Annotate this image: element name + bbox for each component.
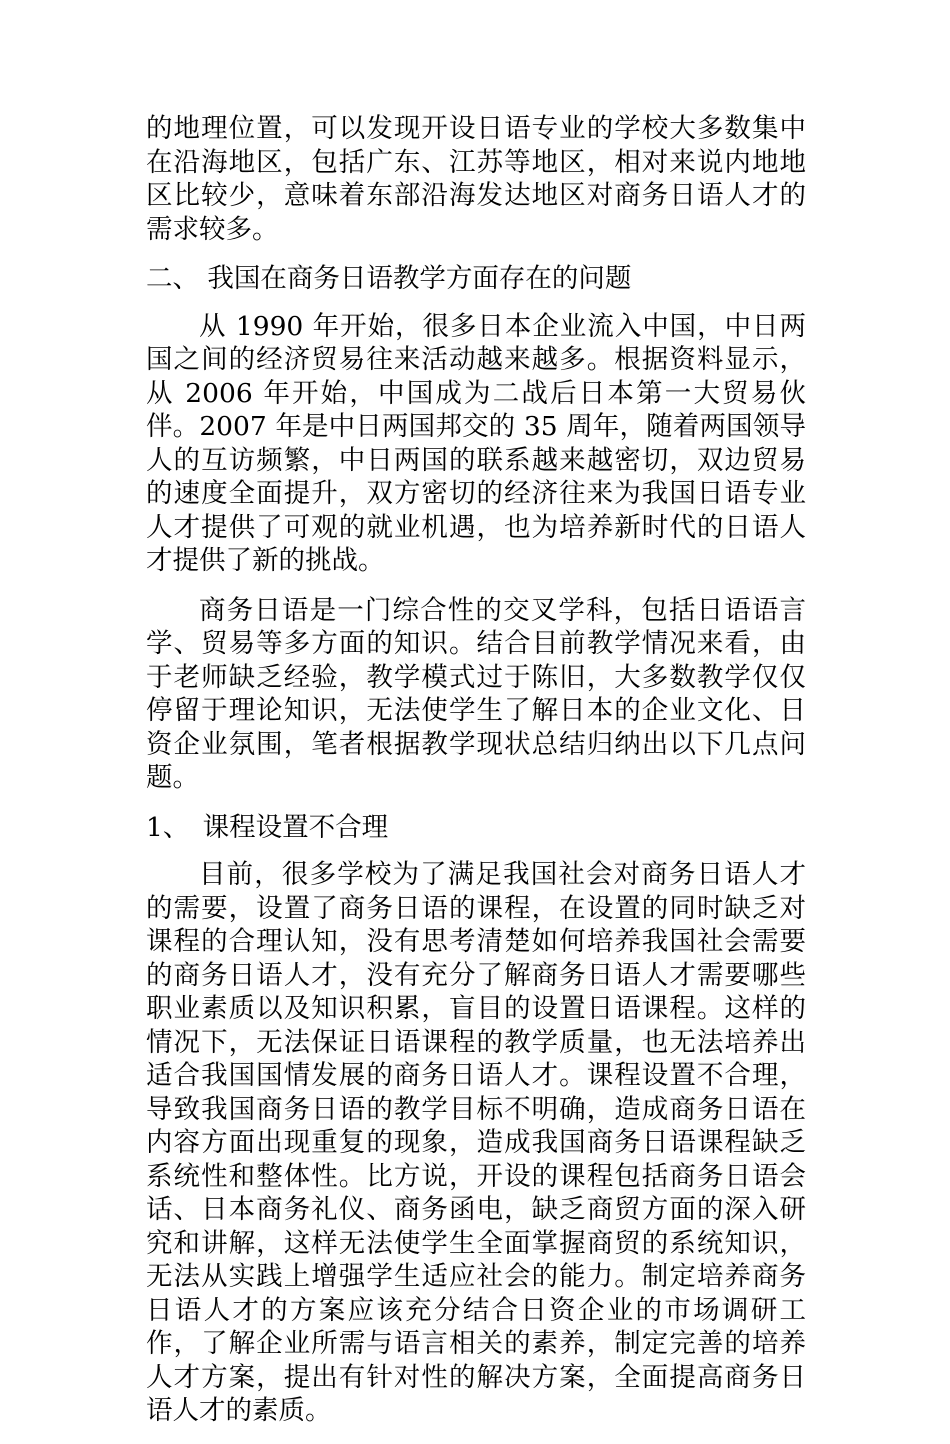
section-heading: 二、 我国在商务日语教学方面存在的问题 [146, 263, 632, 294]
paragraph-curriculum: 目前，很多学校为了满足我国社会对商务日语人才的需要，设置了商务日语的课程，在设置的同时缺乏对课程的合理认知，没有思考清楚如何培养我国社会需要的商务日语人才，没有充分了解商务日语人才需要哪些职业素质以及知识积累，盲目的设置日语课程。这样的情况下，无法保证日语课程的教学质量，也无法培养出适合我国国情发展的商务日语人才。课程设置不合理，导致我国商务日语的教学目标不明确，造成商务日语在内容方面出现重复的现象，造成我国商务日语课程缺乏系统性和整体性。比方说，开设的课程包括商务日语会话、日本商务礼仪、商务函电，缺乏商贸方面的深入研究和讲解，这样无法使学生全面掌握商贸的系统知识，无法从实践上增强学生适应社会的能力。制定培养商务日语人才的方案应该充分结合日资企业的市场调研工作，了解企业所需与语言相关的素养，制定完善的培养人才方案，提出有针对性的解决方案，全面提高商务日语人才的素质。 [146, 859, 806, 1426]
document-body [146, 112, 806, 1444]
paragraph-continuation: 的地理位置，可以发现开设日语专业的学校大多数集中在沿海地区，包括广东、江苏等地区，相对来说内地地区比较少，意味着东部沿海发达地区对商务日语人才的需求较多。 [146, 113, 806, 245]
paragraph-trade-history: 从 1990 年开始，很多日本企业流入中国，中日两国之间的经济贸易往来活动越来越多。根据资料显示，从 2006 年开始，中国成为二战后日本第一大贸易伙伴。2007 年是中日两国邦交的 35 周年，随着两国领导人的互访频繁，中日两国的联系越来越密切，双边贸易的速度全面提升，双方密切的经济往来为我国日语专业人才提供了可观的就业机遇，也为培养新时代的日语人才提供了新的挑战。 [146, 310, 806, 576]
paragraph-teaching-problems: 商务日语是一门综合性的交叉学科，包括日语语言学、贸易等多方面的知识。结合目前教学情况来看，由于老师缺乏经验，教学模式过于陈旧，大多数教学仅仅停留于理论知识，无法使学生了解日本的企业文化、日资企业氛围，笔者根据教学现状总结归纳出以下几点问题。 [146, 594, 806, 793]
subsection-heading: 1、 课程设置不合理 [146, 811, 389, 843]
